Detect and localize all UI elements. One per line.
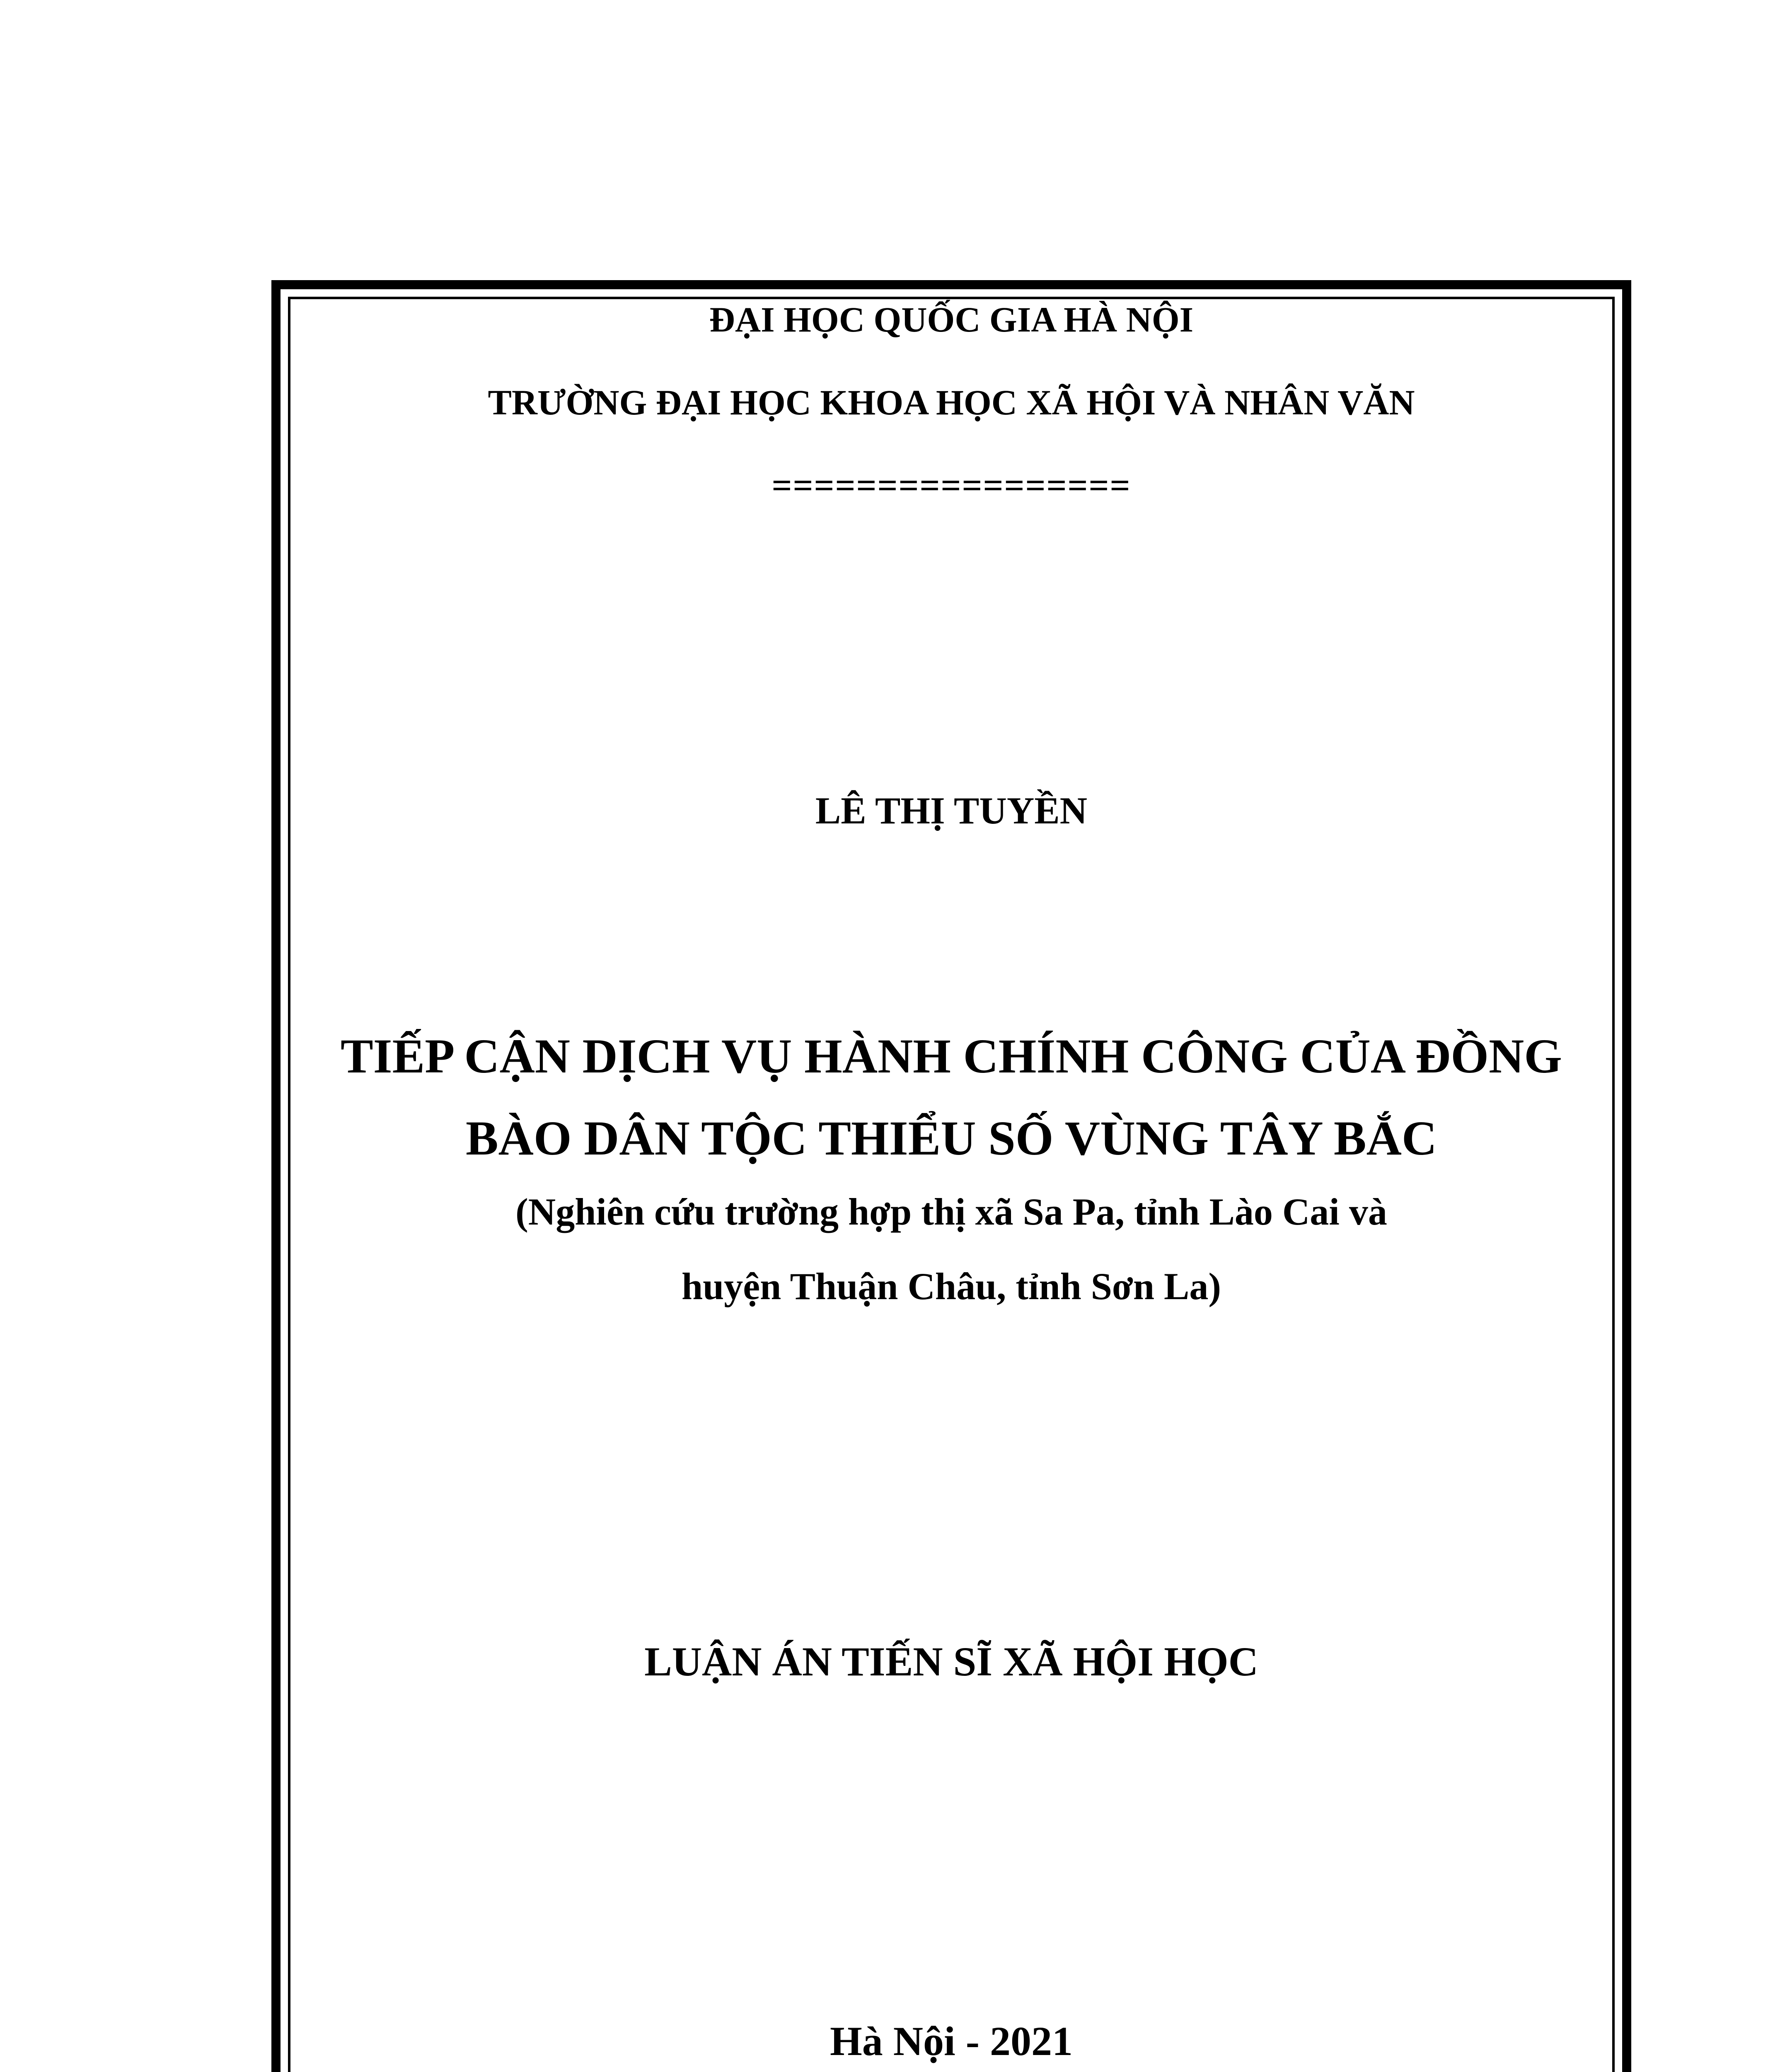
thesis-subtitle-line-2: huyện Thuận Châu, tỉnh Sơn La) bbox=[681, 1265, 1221, 1307]
page-border-inner bbox=[288, 297, 1615, 2072]
author-name: LÊ THỊ TUYỀN bbox=[815, 789, 1088, 832]
thesis-subtitle-line-1: (Nghiên cứu trường hợp thị xã Sa Pa, tỉnh Lào Cai và bbox=[515, 1191, 1387, 1233]
thesis-title-line-1: TIẾP CẬN DỊCH VỤ HÀNH CHÍNH CÔNG CỦA ĐỒNG bbox=[340, 1029, 1562, 1083]
place-year: Hà Nội - 2021 bbox=[830, 2018, 1073, 2064]
university-name: ĐẠI HỌC QUỐC GIA HÀ NỘI bbox=[709, 300, 1194, 339]
thesis-title-line-2: BÀO DÂN TỘC THIỂU SỐ VÙNG TÂY BẮC bbox=[465, 1111, 1437, 1165]
school-name: TRƯỜNG ĐẠI HỌC KHOA HỌC XÃ HỘI VÀ NHÂN VĂN bbox=[488, 382, 1415, 422]
degree-title: LUẬN ÁN TIẾN SĨ XÃ HỘI HỌC bbox=[644, 1639, 1258, 1685]
header-separator: ================= bbox=[772, 465, 1131, 505]
